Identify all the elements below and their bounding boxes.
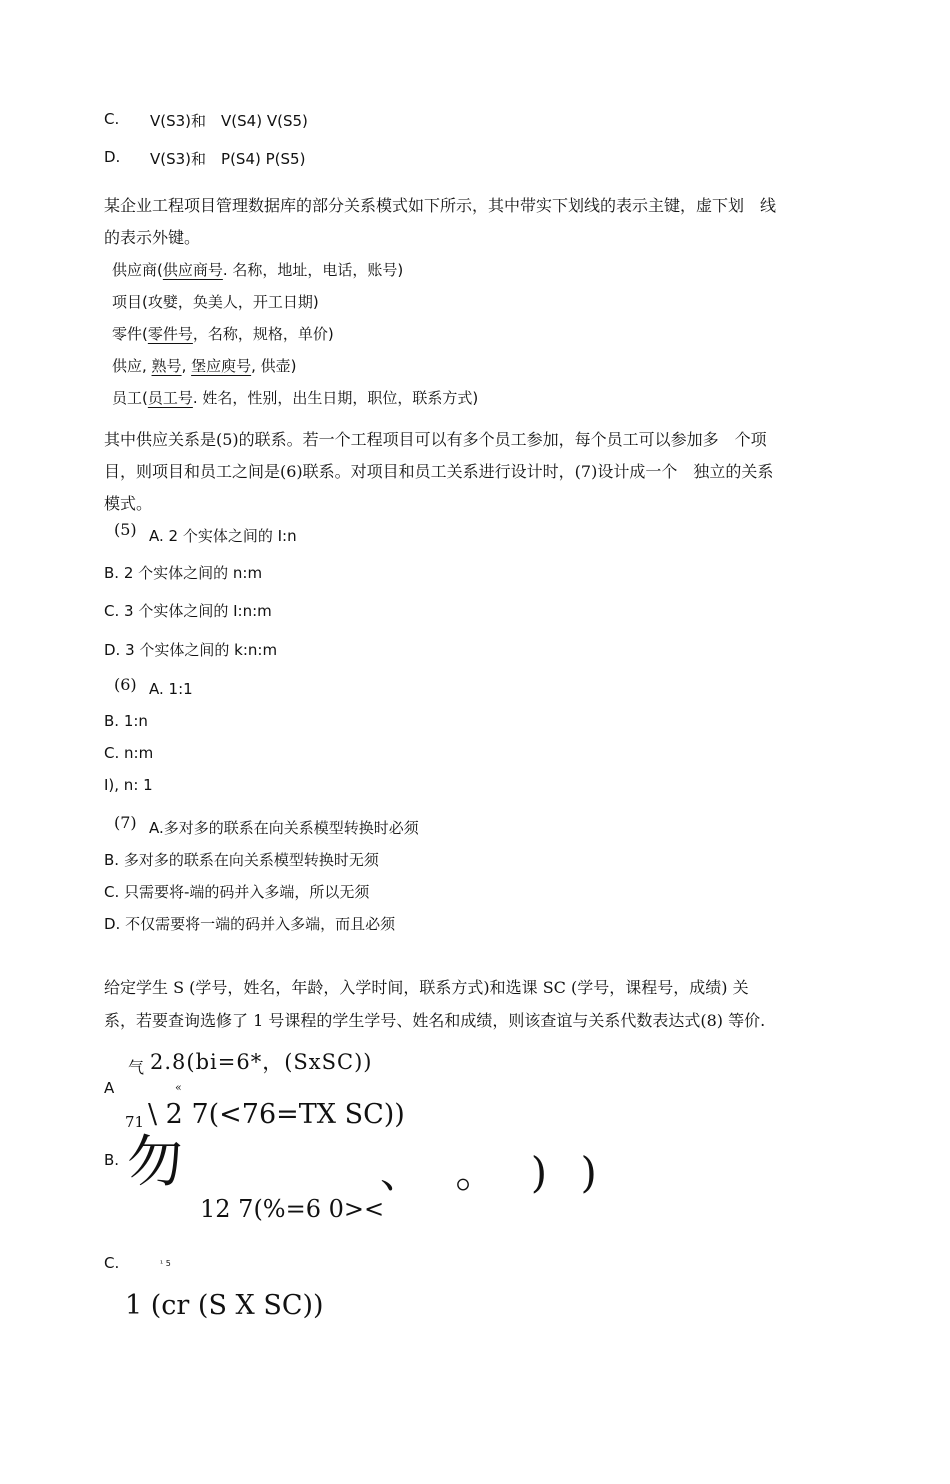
- schema-supplier: 供应商(供应商号. 名称，地址，电话，账号): [112, 261, 404, 279]
- para2-line-2: 系，若要查询选修了 1 号课程的学生学号、姓名和成绩，则该查谊与关系代数表达式(8) 等价.: [104, 1011, 766, 1030]
- q8-b-expression: 12 7(%=6 0><: [200, 1195, 385, 1223]
- q8-b-tail: 、 。 ) ): [380, 1148, 607, 1197]
- schema-employee: 员工(员工号. 姓名，性别，出生日期，职位，联系方式): [112, 389, 479, 407]
- option-c-text: V(S3)和 V(S4) V(S5): [150, 112, 308, 130]
- intro-line-1: 某企业工程项目管理数据库的部分关系模式如下所示，其中带实下划线的表示主键，虚下划 线: [104, 196, 777, 215]
- question-line-1: 其中供应关系是(5)的联系。若一个工程项目可以有多个员工参加，每个员工可以参加多 个项: [104, 430, 767, 449]
- q8-c-small: ¹ 5: [160, 1259, 171, 1268]
- q6-option-c: C. n:m: [104, 744, 154, 762]
- option-d-text: V(S3)和 P(S4) P(S5): [150, 150, 306, 168]
- q7-option-b: B. 多对多的联系在向关系模型转换时无须: [104, 851, 379, 869]
- q6-option-b: B. 1:n: [104, 712, 148, 730]
- q7-option-d: D. 不仅需要将一端的码并入多端，而且必须: [104, 915, 396, 933]
- q5-option-d: D. 3 个实体之间的 k:n:m: [104, 641, 278, 659]
- option-d-label: D.: [104, 148, 121, 166]
- key: 熟号: [151, 357, 182, 375]
- q8-c-expression: 1 (cr (S X SC)): [125, 1290, 324, 1321]
- q5-option-c: C. 3 个实体之间的 I:n:m: [104, 602, 272, 620]
- q5-number: (5): [114, 520, 137, 539]
- q7-option-a: A.多对多的联系在向关系模型转换时必须: [149, 819, 419, 837]
- q6-number: (6): [114, 675, 137, 694]
- primary-key: 零件号: [147, 325, 193, 343]
- q7-number: (7): [114, 813, 137, 832]
- q8-b-label: B.: [104, 1151, 120, 1169]
- q8-a2-small: 71: [125, 1113, 145, 1131]
- q8-c-label: C.: [104, 1254, 120, 1272]
- primary-key: 员工号: [147, 389, 193, 407]
- q6-option-a: A. 1:1: [149, 680, 193, 698]
- q8-a-mark: «: [175, 1081, 182, 1094]
- q6-option-d: I), n: 1: [104, 776, 153, 794]
- primary-key: 供应商号: [162, 261, 223, 279]
- question-line-2: 目，则项目和员工之间是(6)联系。对项目和员工关系进行设计时，(7)设计成一个 独立的关系: [104, 462, 774, 481]
- para2-line-1: 给定学生 S (学号，姓名，年龄，入学时间，联系方式)和选课 SC (学号，课程号，成绩) 关: [104, 978, 749, 997]
- q8-a-expression: 2.8(bi=6*，(SxSC)): [150, 1050, 373, 1074]
- q8-a-label: A: [104, 1079, 115, 1097]
- intro-line-2: 的表示外键。: [104, 228, 201, 247]
- key: 堡应庾号: [191, 357, 252, 375]
- q7-option-c: C. 只需要将-端的码并入多端，所以无须: [104, 883, 370, 901]
- schema-project: 项目(攻嬖，奂美人，开工日期): [112, 293, 319, 311]
- option-c-label: C.: [104, 110, 120, 128]
- question-line-3: 模式。: [104, 494, 153, 513]
- q5-option-a: A. 2 个实体之间的 I:n: [149, 527, 297, 545]
- q8-a2-expression: \ 2 7(<76=TX SC)): [148, 1099, 405, 1130]
- q5-option-b: B. 2 个实体之间的 n:m: [104, 564, 263, 582]
- schema-supply: 供应, 熟号, 堡应庾号, 供壶): [112, 357, 297, 375]
- q8-a-symbol: 气: [128, 1058, 145, 1077]
- q8-b-big-symbol: 勿: [127, 1130, 183, 1195]
- schema-part: 零件(零件号，名称，规格，单价): [112, 325, 334, 343]
